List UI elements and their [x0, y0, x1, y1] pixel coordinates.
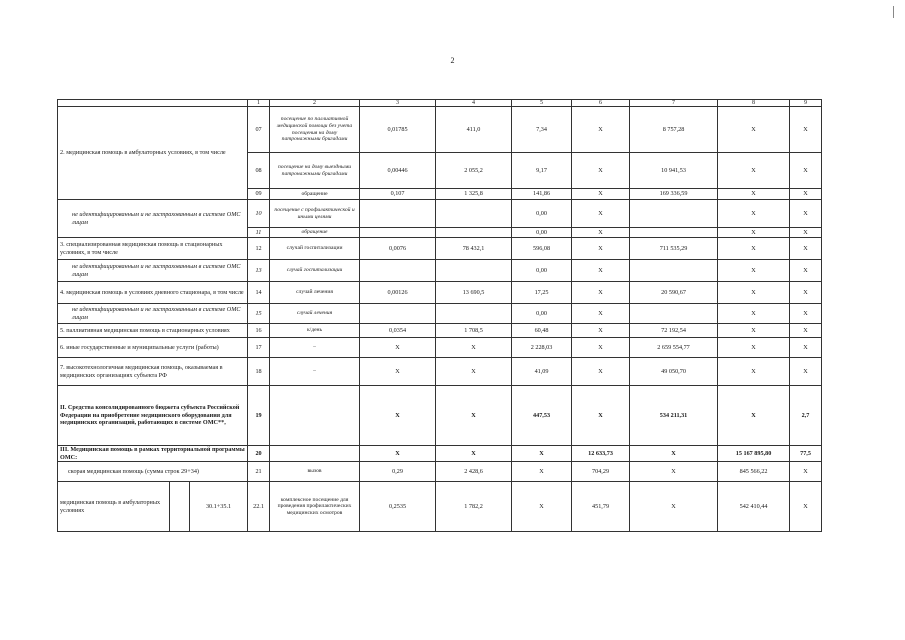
header-row [58, 100, 822, 107]
financing-table [57, 99, 822, 532]
cell-c3: 0,2535 [360, 482, 436, 532]
cell-c8: Х [718, 338, 790, 358]
cell-c3: 0,0354 [360, 324, 436, 338]
row-unit: – [270, 358, 360, 386]
row-unit: случай госпитализации [270, 238, 360, 260]
cell-c5: 0,00 [512, 260, 572, 282]
cell-c7: Х [630, 482, 718, 532]
cell-c6: 451,79 [572, 482, 630, 532]
row-code: 13 [248, 260, 270, 282]
cell-c9: 2,7 [790, 386, 822, 446]
row-label: 4. медицинская помощь в условиях дневного стационара, в том числе [58, 282, 248, 304]
cell-c5: 596,08 [512, 238, 572, 260]
header-cell: 8 [718, 100, 790, 107]
cell-c9: Х [790, 324, 822, 338]
cell-c4: 2 428,6 [436, 462, 512, 482]
cell-c6: Х [572, 386, 630, 446]
row-unit: посещение по паллиативной медицинской помощи без учета посещения на дому патронажными бригадами [270, 107, 360, 153]
cell-c6: Х [572, 358, 630, 386]
cell-c9: Х [790, 189, 822, 200]
cell-c7: 711 535,29 [630, 238, 718, 260]
cell-c5: 0,00 [512, 200, 572, 228]
cell-c8: 15 167 895,80 [718, 446, 790, 462]
row-code: 17 [248, 338, 270, 358]
cell-c4: Х [436, 358, 512, 386]
row-code: 16 [248, 324, 270, 338]
cell-c7 [630, 260, 718, 282]
cell-c6: Х [572, 189, 630, 200]
header-cell [58, 100, 248, 107]
cell-c7: 169 336,59 [630, 189, 718, 200]
cell-c3: Х [360, 338, 436, 358]
cell-c8: Х [718, 358, 790, 386]
page-number: 2 [450, 56, 455, 65]
header-cell: 1 [248, 100, 270, 107]
table-row [58, 260, 822, 282]
cell-c8: Х [718, 238, 790, 260]
cell-c5: 447,53 [512, 386, 572, 446]
table-row [58, 338, 822, 358]
cell-c3: 0,00446 [360, 153, 436, 189]
cell-c4: 411,0 [436, 107, 512, 153]
cell-c6: Х [572, 324, 630, 338]
row-code: 08 [248, 153, 270, 189]
cell-c6: Х [572, 260, 630, 282]
cell-c5: 0,00 [512, 228, 572, 238]
cell-c5: 60,48 [512, 324, 572, 338]
row-label: III. Медицинская помощь в рамках территориальной программы ОМС: [58, 446, 248, 462]
cell-c3: 0,01785 [360, 107, 436, 153]
cell-c5: Х [512, 446, 572, 462]
cell-c3 [360, 260, 436, 282]
row-label: 5. паллиативная медицинская помощь в стационарных условиях [58, 324, 248, 338]
cell-c4 [436, 200, 512, 228]
cell-c9: Х [790, 238, 822, 260]
cell-c8: Х [718, 200, 790, 228]
row-code: 10 [248, 200, 270, 228]
cell-c3: Х [360, 446, 436, 462]
cell-c6: Х [572, 338, 630, 358]
cell-c6: Х [572, 304, 630, 324]
cell-c7 [630, 200, 718, 228]
cell-c8: Х [718, 189, 790, 200]
row-unit: – [270, 338, 360, 358]
row-label: 7. высокотехнологичная медицинская помощь, оказываемая в медицинских организациях субъекта РФ [58, 358, 248, 386]
cell-c6: Х [572, 238, 630, 260]
cell-c4: 1 708,5 [436, 324, 512, 338]
cell-c5: 0,00 [512, 304, 572, 324]
row-code: 07 [248, 107, 270, 153]
cell-c9: Х [790, 482, 822, 532]
row-unit: обращение [270, 228, 360, 238]
cell-c4 [436, 260, 512, 282]
table-row [58, 358, 822, 386]
cell-c3: 0,107 [360, 189, 436, 200]
cell-c5: 17,25 [512, 282, 572, 304]
row-code: 20 [248, 446, 270, 462]
scan-edge-mark [893, 6, 894, 18]
cell-c6: 12 633,73 [572, 446, 630, 462]
row-unit: посещение с профилактической и иными целями [270, 200, 360, 228]
table-row [58, 282, 822, 304]
cell-c5: Х [512, 482, 572, 532]
cell-c4 [436, 228, 512, 238]
header-cell: 2 [270, 100, 360, 107]
cell-c4: 13 690,5 [436, 282, 512, 304]
cell-c6: Х [572, 282, 630, 304]
cell-c7: 10 941,53 [630, 153, 718, 189]
cell-c8: 845 566,22 [718, 462, 790, 482]
cell-c3: 0,29 [360, 462, 436, 482]
header-cell: 3 [360, 100, 436, 107]
cell-c6: Х [572, 200, 630, 228]
cell-c3: 0,0076 [360, 238, 436, 260]
header-cell: 9 [790, 100, 822, 107]
row-label: 2. медицинская помощь в амбулаторных условиях, в том числе [58, 107, 248, 200]
row-code: 12 [248, 238, 270, 260]
cell-c4: Х [436, 338, 512, 358]
row-label: скорая медицинская помощь (сумма строк 29+34) [58, 462, 248, 482]
cell-c7: 20 590,67 [630, 282, 718, 304]
row-code: 22.1 [248, 482, 270, 532]
cell-c7 [630, 228, 718, 238]
cell-c5: 7,34 [512, 107, 572, 153]
cell-c8: 542 410,44 [718, 482, 790, 532]
cell-c3: Х [360, 358, 436, 386]
cell-c8: Х [718, 386, 790, 446]
table-row [58, 482, 822, 532]
cell-c8: Х [718, 282, 790, 304]
row-code: 14 [248, 282, 270, 304]
row-sum-formula: 30.1+35.1 [190, 482, 248, 532]
cell-c4: 1 782,2 [436, 482, 512, 532]
cell-c8: Х [718, 153, 790, 189]
cell-c3: Х [360, 386, 436, 446]
table-row [58, 462, 822, 482]
cell-c5: 2 228,03 [512, 338, 572, 358]
row-unit: случай госпитализации [270, 260, 360, 282]
cell-c7: 72 192,54 [630, 324, 718, 338]
row-unit: случай лечения [270, 304, 360, 324]
table-row [58, 238, 822, 260]
header-cell: 7 [630, 100, 718, 107]
cell-c5: 141,86 [512, 189, 572, 200]
row-code: 18 [248, 358, 270, 386]
cell-c9: 77,5 [790, 446, 822, 462]
row-code: 21 [248, 462, 270, 482]
header-cell: 6 [572, 100, 630, 107]
row-unit: комплексное посещение для проведения профилактических медицинских осмотров [270, 482, 360, 532]
table-row [58, 324, 822, 338]
cell-c9: Х [790, 358, 822, 386]
cell-c6: 704,29 [572, 462, 630, 482]
row-code: 15 [248, 304, 270, 324]
cell-c3 [360, 304, 436, 324]
row-unit: вызов [270, 462, 360, 482]
cell-c9: Х [790, 338, 822, 358]
row-unit [270, 446, 360, 462]
cell-c8: Х [718, 304, 790, 324]
cell-c4: 2 055,2 [436, 153, 512, 189]
cell-c9: Х [790, 462, 822, 482]
row-code: 19 [248, 386, 270, 446]
row-code: 09 [248, 189, 270, 200]
cell-c4: Х [436, 386, 512, 446]
cell-c7: 49 050,70 [630, 358, 718, 386]
cell-c7: Х [630, 462, 718, 482]
cell-c5: Х [512, 462, 572, 482]
table-row [58, 386, 822, 446]
cell-c9: Х [790, 228, 822, 238]
cell-c9: Х [790, 282, 822, 304]
cell-c9: Х [790, 107, 822, 153]
cell-c3 [360, 228, 436, 238]
cell-c5: 41,09 [512, 358, 572, 386]
table-row [58, 446, 822, 462]
header-cell: 5 [512, 100, 572, 107]
header-cell: 4 [436, 100, 512, 107]
cell-c7: 8 757,28 [630, 107, 718, 153]
cell-c8: Х [718, 260, 790, 282]
cell-c6: Х [572, 153, 630, 189]
cell-c7: Х [630, 446, 718, 462]
row-unit: к/день [270, 324, 360, 338]
cell-c3: 0,00126 [360, 282, 436, 304]
cell-c4 [436, 304, 512, 324]
cell-c4: 78 432,1 [436, 238, 512, 260]
table-row [58, 304, 822, 324]
row-label: не идентифицированным и не застрахованным в системе ОМС лицам [58, 200, 248, 238]
row-unit: посещение на дому выездными патронажными бригадами [270, 153, 360, 189]
row-spacer [170, 482, 190, 532]
row-unit: случай лечения [270, 282, 360, 304]
row-label: не идентифицированным и не застрахованным в системе ОМС лицам [58, 304, 248, 324]
cell-c8: Х [718, 228, 790, 238]
row-label: II. Средства консолидированного бюджета субъекта Российской Федерации на приобретение медицинского оборудования для медицинских организаций, работающих в системе ОМС**, [58, 386, 248, 446]
cell-c8: Х [718, 107, 790, 153]
row-label: 6. иные государственные и муниципальные услуги (работы) [58, 338, 248, 358]
cell-c9: Х [790, 304, 822, 324]
cell-c9: Х [790, 200, 822, 228]
table-row [58, 200, 822, 228]
cell-c6: Х [572, 107, 630, 153]
cell-c6: Х [572, 228, 630, 238]
cell-c4: Х [436, 446, 512, 462]
cell-c8: Х [718, 324, 790, 338]
cell-c9: Х [790, 153, 822, 189]
row-label: медицинская помощь в амбулаторных условиях [58, 482, 170, 532]
table-row [58, 107, 822, 153]
row-unit: обращение [270, 189, 360, 200]
row-code: 11 [248, 228, 270, 238]
row-label: 3. специализированная медицинская помощь в стационарных условиях, в том числе [58, 238, 248, 260]
cell-c7: 2 659 554,77 [630, 338, 718, 358]
cell-c9: Х [790, 260, 822, 282]
cell-c7: 534 211,31 [630, 386, 718, 446]
cell-c5: 9,17 [512, 153, 572, 189]
row-unit [270, 386, 360, 446]
cell-c3 [360, 200, 436, 228]
cell-c4: 1 325,8 [436, 189, 512, 200]
cell-c7 [630, 304, 718, 324]
row-label: не идентифицированным и не застрахованным в системе ОМС лицам [58, 260, 248, 282]
